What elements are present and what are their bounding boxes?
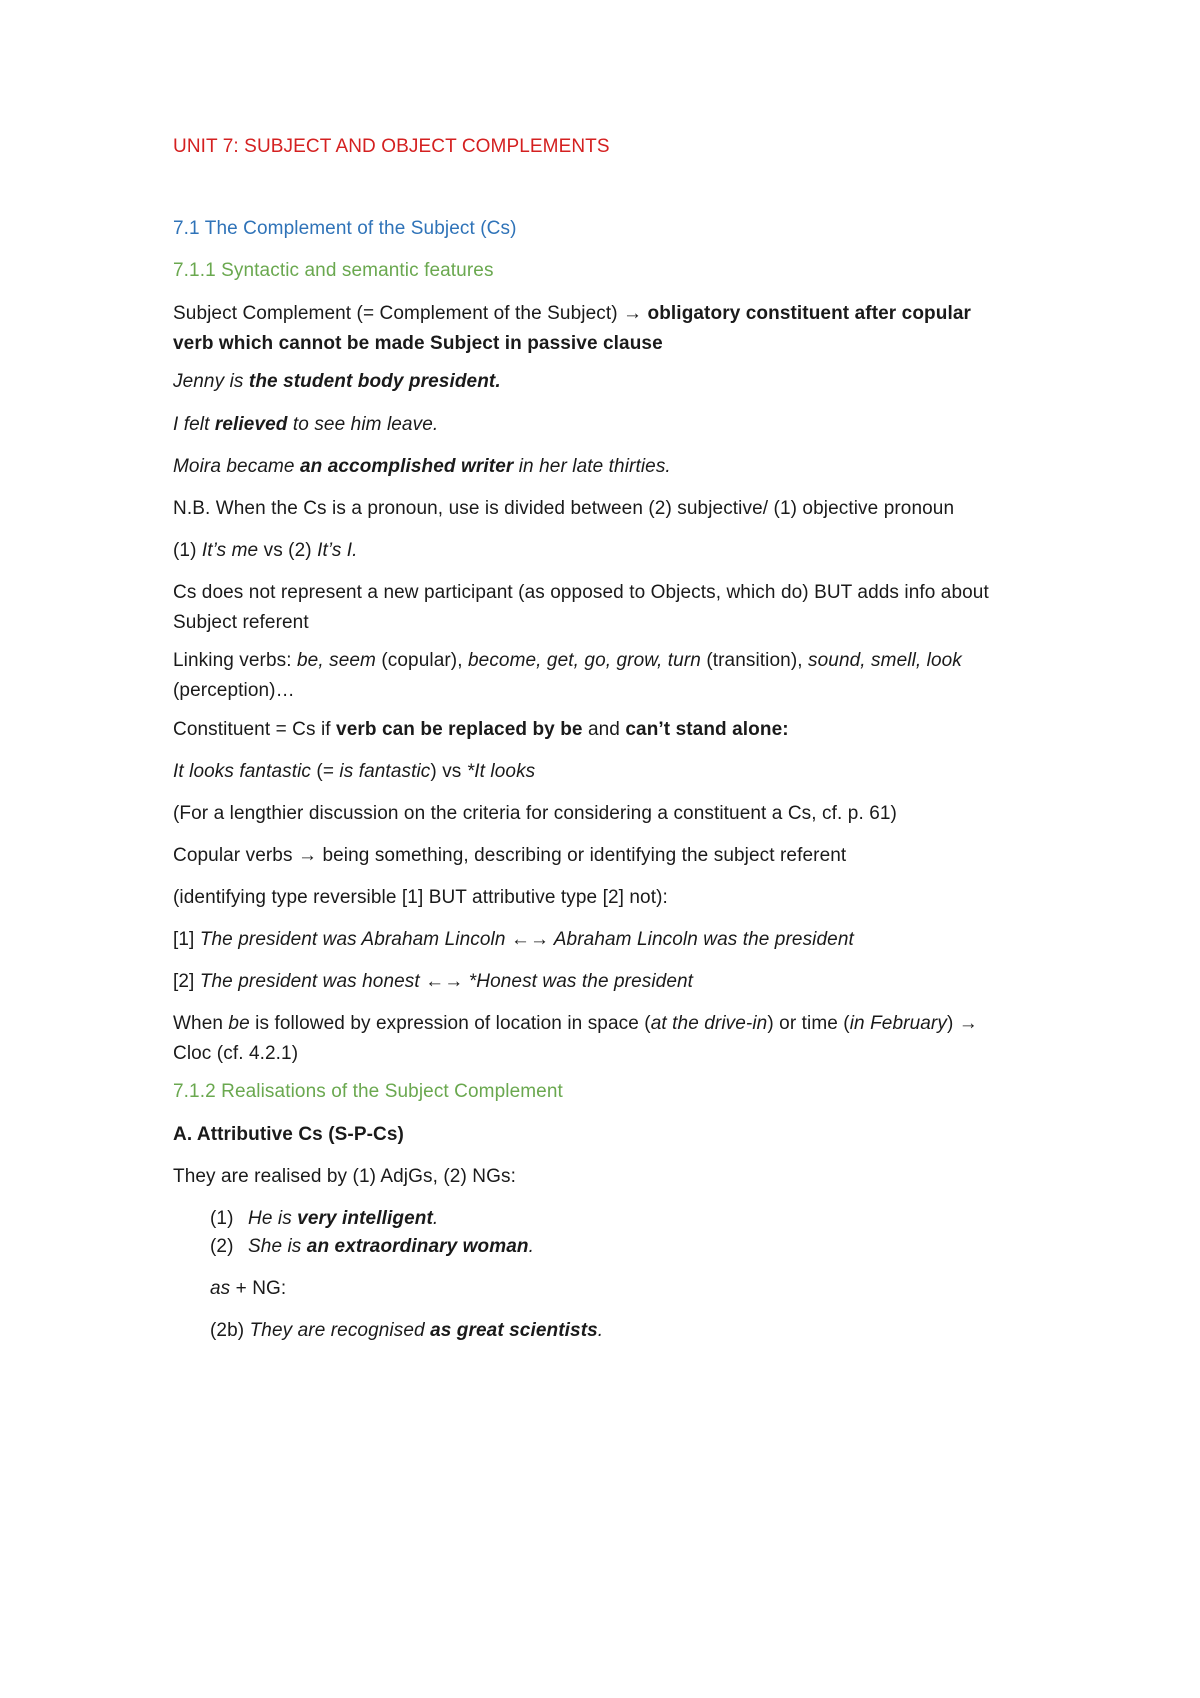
example-text: He is [248, 1208, 298, 1229]
example-text: *Honest was the president [463, 971, 694, 992]
example-text: It looks fantastic [173, 761, 312, 782]
cs-participant-note [173, 578, 1053, 638]
example-text: It’s I. [317, 540, 358, 561]
example-text: *It looks [466, 761, 536, 782]
verb-type: (transition), [700, 650, 809, 671]
section-heading-7-1-2: 7.1.2 Realisations of the Subject Complement [173, 1081, 563, 1102]
example-complement: very intelligent [297, 1208, 433, 1229]
example-text: They are recognised [249, 1320, 431, 1341]
note-text: + NG: [230, 1278, 287, 1299]
example-complement: an extraordinary woman [306, 1236, 529, 1257]
note-text: ) [946, 1013, 959, 1034]
example-text: She is [248, 1236, 307, 1257]
example-text: is fantastic [339, 761, 431, 782]
subject-complement-definition [173, 299, 1053, 359]
example-number: (2b) [210, 1320, 250, 1341]
example-number: (1) [173, 540, 202, 561]
double-arrow-icon: ←→ [425, 971, 464, 992]
example-text: I felt [173, 414, 215, 435]
note-text: Cs does not represent a new participant (as opposed to Objects, which do) BUT adds info about [173, 582, 989, 603]
verb-list: become, get, go, grow, turn [467, 650, 701, 671]
verb-list: sound, smell, look [808, 650, 962, 671]
rule-text: Constituent = Cs if [173, 719, 337, 740]
example-text: vs (2) [258, 540, 318, 561]
note-text: Cloc (cf. 4.2.1) [173, 1043, 299, 1064]
example-text: ) vs [430, 761, 467, 782]
example-text: Abraham Lincoln was the president [549, 929, 854, 950]
definition-bold: obligatory constituent after copular [642, 303, 971, 324]
copular-text: being something, describing or identifying the subject referent [317, 845, 847, 866]
note-text: When [173, 1013, 229, 1034]
nb-note: N.B. When the Cs is a pronoun, use is divided between (2) subjective/ (1) objective pronoun [173, 498, 955, 519]
list-number: (1) [210, 1208, 234, 1229]
example-jenny [173, 367, 1053, 397]
double-arrow-icon: ←→ [510, 929, 550, 950]
example-number: [2] [173, 971, 200, 992]
rule-bold: verb can be replaced by be [336, 719, 583, 740]
identifying-note: (identifying type reversible [1] BUT attributive type [2] not): [173, 887, 668, 908]
example-relieved [173, 410, 1053, 440]
note-text: is followed by expression of location in space ( [249, 1013, 651, 1034]
example-complement: the student body president. [248, 371, 501, 392]
list-number: (2) [210, 1236, 234, 1257]
section-heading-7-1: 7.1 The Complement of the Subject (Cs) [173, 218, 517, 239]
example-text: to see him leave. [287, 414, 439, 435]
verb-list: be, seem [297, 650, 376, 671]
linking-verbs [173, 646, 1053, 706]
when-be-note [173, 1009, 1053, 1069]
example-text: . [432, 1208, 439, 1229]
note-text: ) or time ( [767, 1013, 850, 1034]
right-arrow-icon: → [623, 303, 643, 324]
note-italic: be [228, 1013, 250, 1034]
example-complement: as great scientists [430, 1320, 598, 1341]
example-complement: relieved [214, 414, 288, 435]
example-text: Moira became [173, 456, 300, 477]
definition-bold-continued: verb which cannot be made Subject in passive clause [173, 333, 663, 354]
example-text: The president was honest [199, 971, 426, 992]
example-text: . [528, 1236, 535, 1257]
example-text: Jenny is [173, 371, 249, 392]
note-italic: in February [849, 1013, 947, 1034]
attributive-heading: A. Attributive Cs (S-P-Cs) [173, 1124, 404, 1145]
note-italic: at the drive-in [650, 1013, 768, 1034]
realised-note: They are realised by (1) AdjGs, (2) NGs: [173, 1166, 516, 1187]
example-number: [1] [173, 929, 200, 950]
example-text: in her late thirties. [513, 456, 671, 477]
as-ng-note [210, 1274, 1090, 1304]
unit-title: UNIT 7: SUBJECT AND OBJECT COMPLEMENTS [173, 136, 610, 157]
verb-type: (perception)… [173, 680, 295, 701]
list-item [210, 1232, 1090, 1262]
example-moira [173, 452, 1053, 482]
section-heading-7-1-1: 7.1.1 Syntactic and semantic features [173, 260, 494, 281]
right-arrow-icon: → [297, 845, 318, 866]
example-text: The president was Abraham Lincoln [199, 929, 511, 950]
example-looks [173, 757, 1053, 787]
example-text: It’s me [201, 540, 259, 561]
rule-text: and [582, 719, 626, 740]
definition-text: Subject Complement (= Complement of the Subject) [173, 303, 624, 324]
note-text: Subject referent [173, 612, 309, 633]
example-honest [173, 967, 1053, 997]
example-text: (= [311, 761, 340, 782]
verb-type: (copular), [375, 650, 468, 671]
pronoun-example [173, 536, 1053, 566]
list-item [210, 1204, 1090, 1234]
note-italic: as [210, 1278, 231, 1299]
example-complement: an accomplished writer [299, 456, 514, 477]
linking-label: Linking verbs: [173, 650, 298, 671]
right-arrow-icon: → [958, 1013, 978, 1034]
lengthier-note: (For a lengthier discussion on the criteria for considering a constituent a Cs, cf. p. 61) [173, 803, 897, 824]
rule-bold: can’t stand alone: [625, 719, 789, 740]
copular-text: Copular verbs [173, 845, 298, 866]
copular-verbs [173, 841, 1053, 871]
example-text: . [597, 1320, 604, 1341]
example-2b [210, 1316, 1090, 1346]
example-lincoln [173, 925, 1053, 955]
constituent-rule [173, 715, 1053, 745]
